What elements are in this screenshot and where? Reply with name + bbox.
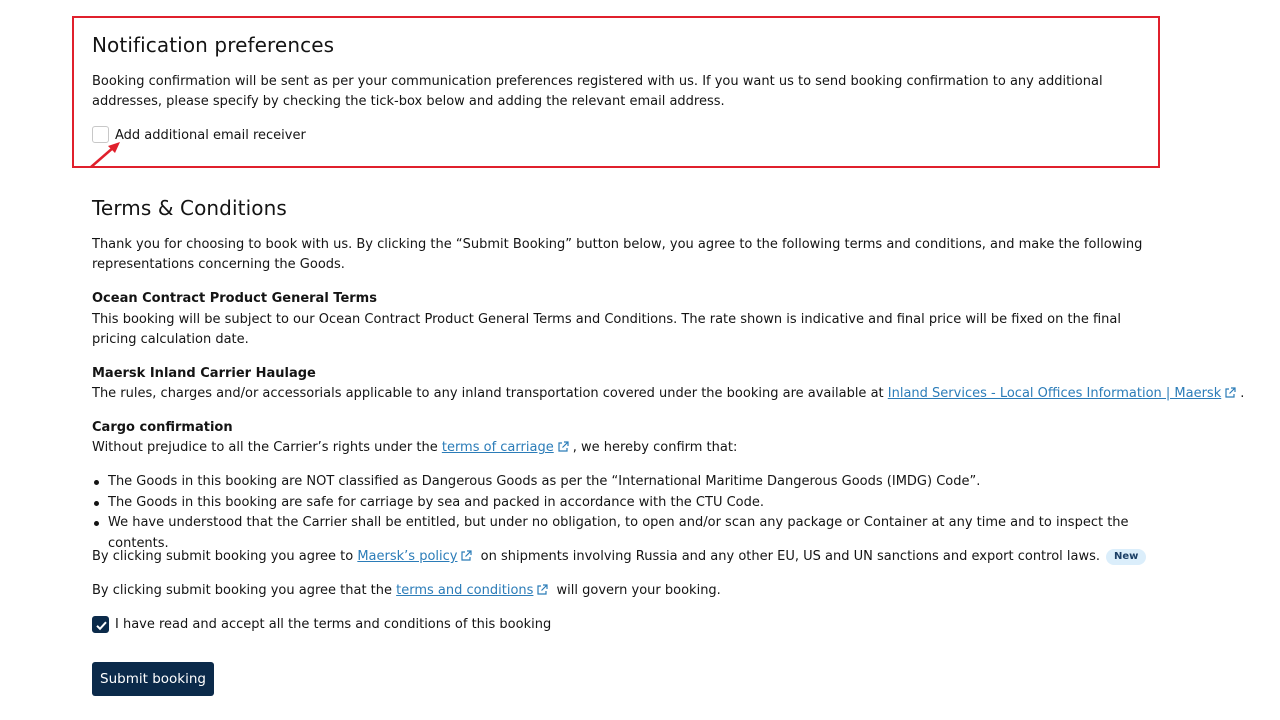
submit-booking-button[interactable]: Submit booking bbox=[92, 662, 214, 696]
external-link-icon bbox=[460, 550, 472, 562]
inland-text-line bbox=[92, 384, 1244, 404]
cargo-heading: Cargo confirmation bbox=[92, 420, 233, 435]
external-link-icon bbox=[536, 584, 548, 596]
terms-of-carriage-link[interactable]: terms of carriage bbox=[441, 440, 554, 455]
ocean-text: This booking will be subject to our Ocean Contract Product General Terms and Conditions. The rate shown is indicative and final price will be fixed on the final pricing calculation date. bbox=[92, 312, 1121, 347]
inland-heading: Maersk Inland Carrier Haulage bbox=[92, 366, 316, 381]
policy-text-before: By clicking submit booking you agree to bbox=[92, 549, 354, 564]
terms-title: Terms & Conditions bbox=[92, 196, 287, 220]
list-item: The Goods in this booking are safe for carriage by sea and packed in accordance with the CTU Code. bbox=[92, 493, 1172, 514]
cargo-text-before: Without prejudice to all the Carrier’s rights under the bbox=[92, 440, 438, 455]
accept-terms-checkbox[interactable] bbox=[92, 616, 109, 633]
checkmark-icon bbox=[95, 619, 108, 632]
cargo-text-after: , we hereby confirm that: bbox=[572, 440, 738, 455]
govern-text-before: By clicking submit booking you agree that the bbox=[92, 583, 393, 598]
govern-text-after: will govern your booking. bbox=[556, 583, 721, 598]
new-badge: New bbox=[1106, 549, 1146, 565]
additional-email-label[interactable]: Add additional email receiver bbox=[115, 128, 306, 143]
notification-title: Notification preferences bbox=[92, 33, 335, 57]
external-link-icon bbox=[557, 441, 569, 453]
cargo-bullet-list bbox=[92, 472, 1172, 554]
accept-terms-label[interactable]: I have read and accept all the terms and conditions of this booking bbox=[115, 617, 552, 632]
ocean-heading: Ocean Contract Product General Terms bbox=[92, 291, 377, 306]
inland-text: The rules, charges and/or accessorials applicable to any inland transportation covered under the booking are available at bbox=[92, 386, 884, 401]
inland-services-link[interactable]: Inland Services - Local Offices Information | Maersk bbox=[887, 386, 1222, 401]
maersk-policy-link[interactable]: Maersk’s policy bbox=[357, 549, 458, 564]
external-link-icon bbox=[1224, 387, 1236, 399]
list-item: The Goods in this booking are NOT classified as Dangerous Goods as per the “International Maritime Dangerous Goods (IMDG) Code”. bbox=[92, 472, 1172, 493]
terms-intro: Thank you for choosing to book with us. By clicking the “Submit Booking” button below, you agree to the following terms and conditions, and make the following representations concerning the Goods. bbox=[92, 237, 1143, 272]
notification-description: Booking confirmation will be sent as per your communication preferences registered with us. If you want us to send booking confirmation to any additional addresses, please specify by checking the tick-box below and adding the relevant email address. bbox=[92, 74, 1103, 109]
policy-text-after: on shipments involving Russia and any other EU, US and UN sanctions and export control laws. bbox=[480, 549, 1101, 564]
inland-suffix: . bbox=[1240, 386, 1245, 401]
list-item: We have understood that the Carrier shall be entitled, but under no obligation, to open and/or scan any package or Container at any time and to inspect the contents. bbox=[92, 513, 1172, 554]
policy-text-line bbox=[92, 547, 1146, 567]
cargo-text-line bbox=[92, 438, 737, 458]
terms-and-conditions-link[interactable]: terms and conditions bbox=[396, 583, 534, 598]
red-arrow-icon bbox=[88, 140, 122, 170]
govern-text-line bbox=[92, 581, 721, 601]
